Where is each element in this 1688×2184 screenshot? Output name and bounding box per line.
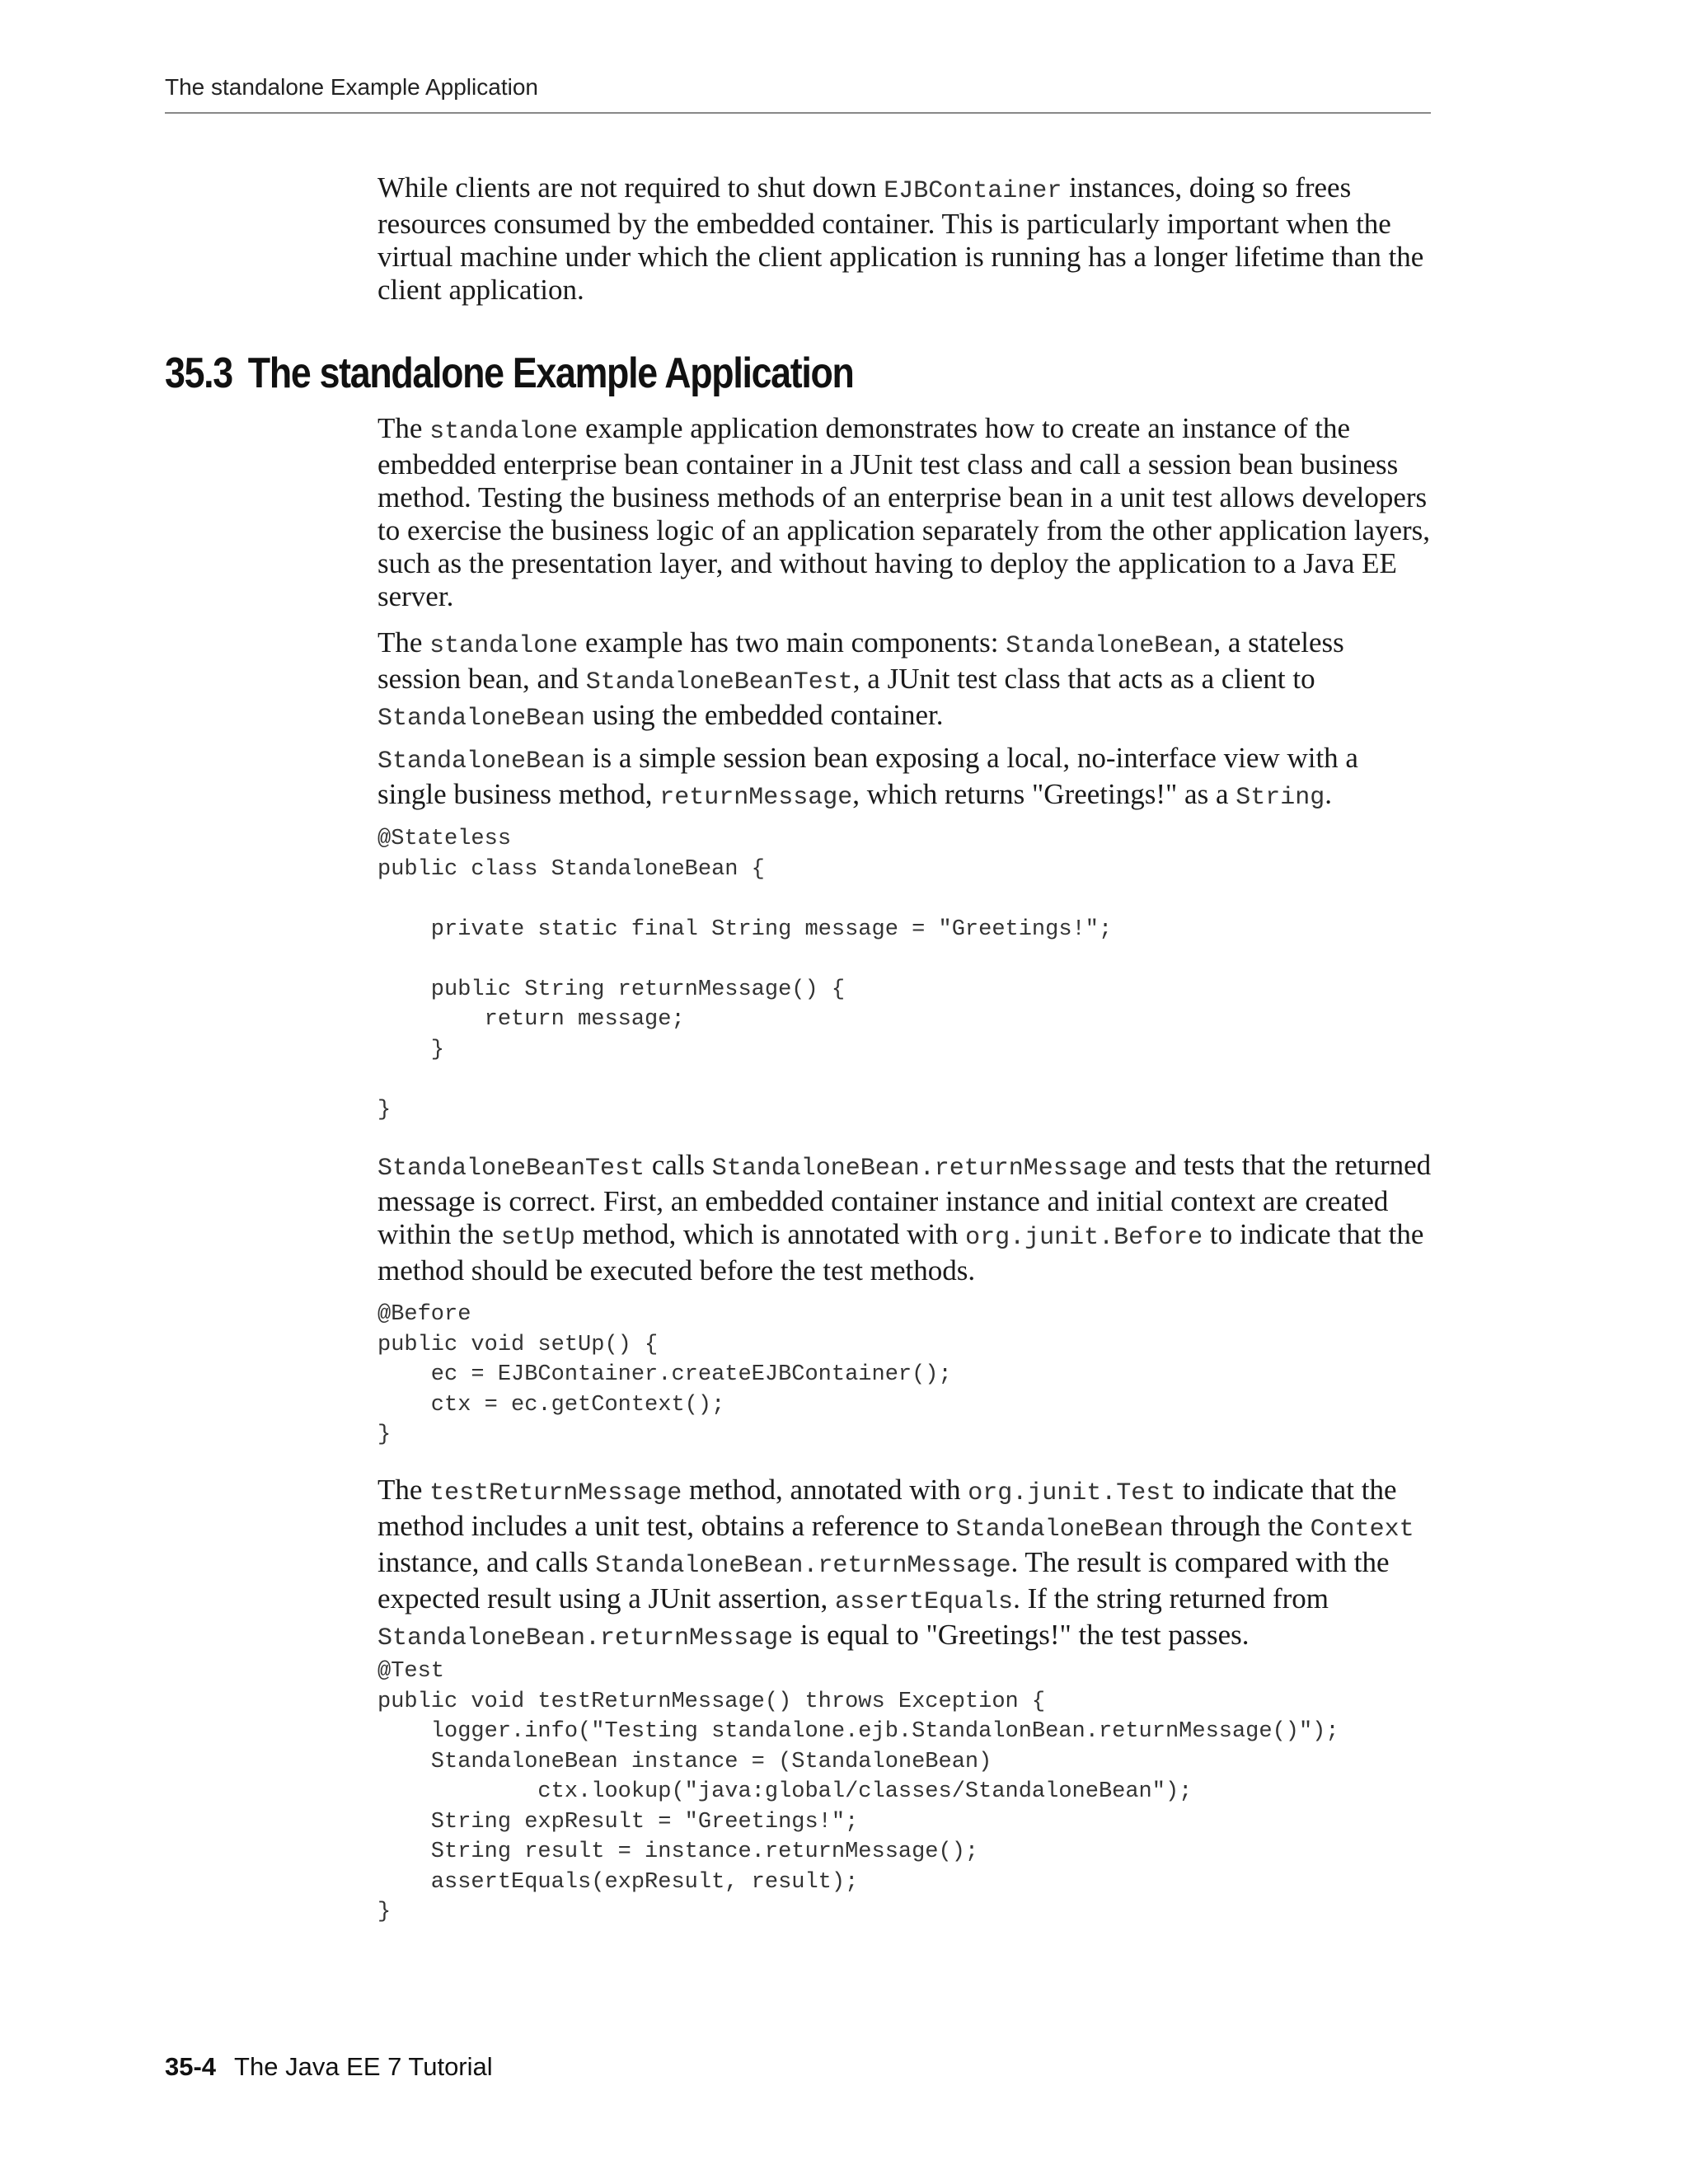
section-heading <box>165 349 854 398</box>
intro-paragraph: While clients are not required to shut down EJBContainer instances, doing so frees resources consumed by the embedded container. This is particularly important when the virtual machine under which the client application is running has a longer lifetime than the client application. <box>377 171 1424 306</box>
section-title: The standalone Example Application <box>247 349 854 397</box>
paragraph-testmethod-container <box>377 1474 1432 1655</box>
running-header: The standalone Example Application <box>165 74 1431 114</box>
book-title: The Java EE 7 Tutorial <box>234 2052 493 2081</box>
page-footer <box>165 2052 493 2082</box>
paragraph-test: StandaloneBeanTest calls StandaloneBean.returnMessage and tests that the returned message is correct. First, an embedded container instance and initial context are created within the setUp method, which is annotated with org.junit.Before to indicate that the method should be executed before the test methods. <box>377 1149 1432 1286</box>
paragraph-overview-container <box>377 412 1432 613</box>
paragraph-components-container <box>377 626 1432 735</box>
intro-paragraph-container <box>377 171 1432 307</box>
code-block-test-container <box>377 1657 1432 1928</box>
code-block-test-return-message: @Test public void testReturnMessage() throws Exception { logger.info("Testing standalone.ejb.StandalonBean.returnMessage()"); StandaloneBean instance = (StandaloneBean) ctx.lookup("java:global/classes/StandaloneBean"); String expResult = "Greetings!"; String result = instance.returnMessage(); assertEquals(expResult, result); } <box>377 1659 1339 1924</box>
paragraph-test-container <box>377 1149 1432 1287</box>
code-block-standalone-bean: @Stateless public class StandaloneBean { private static final String message = "Greetings!"; public String returnMessage() { return message; } } <box>377 827 1113 1122</box>
page-number: 35-4 <box>165 2052 217 2081</box>
code-block-bean-container <box>377 824 1432 1125</box>
paragraph-bean-container <box>377 742 1432 814</box>
paragraph-bean: StandaloneBean is a simple session bean exposing a local, no-interface view with a single business method, returnMessage, which returns "Greetings!" as a String. <box>377 742 1358 812</box>
paragraph-testmethod: The testReturnMessage method, annotated with org.junit.Test to indicate that the method includes a unit test, obtains a reference to StandaloneBean through the Context instance, and calls StandaloneBean.returnMessage. The result is compared with the expected result using a JUnit assertion, assertEquals. If the string returned from StandaloneBean.returnMessage is equal to "Greetings!" the test passes. <box>377 1474 1414 1652</box>
paragraph-overview: The standalone example application demonstrates how to create an instance of the embedded enterprise bean container in a JUnit test class and call a session bean business method. Testing the business methods of an enterprise bean in a unit test allows developers to exercise the business logic of an application separately from the other application layers, such as the presentation layer, and without having to deploy the application to a Java EE server. <box>377 412 1431 612</box>
code-block-setup-container <box>377 1300 1432 1451</box>
paragraph-components: The standalone example has two main components: StandaloneBean, a stateless session bean, and StandaloneBeanTest, a JUnit test class that acts as a client to StandaloneBean using the embedded container. <box>377 626 1344 733</box>
code-block-setup: @Before public void setUp() { ec = EJBContainer.createEJBContainer(); ctx = ec.getContext(); } <box>377 1302 952 1447</box>
section-number: 35.3 <box>165 349 232 397</box>
